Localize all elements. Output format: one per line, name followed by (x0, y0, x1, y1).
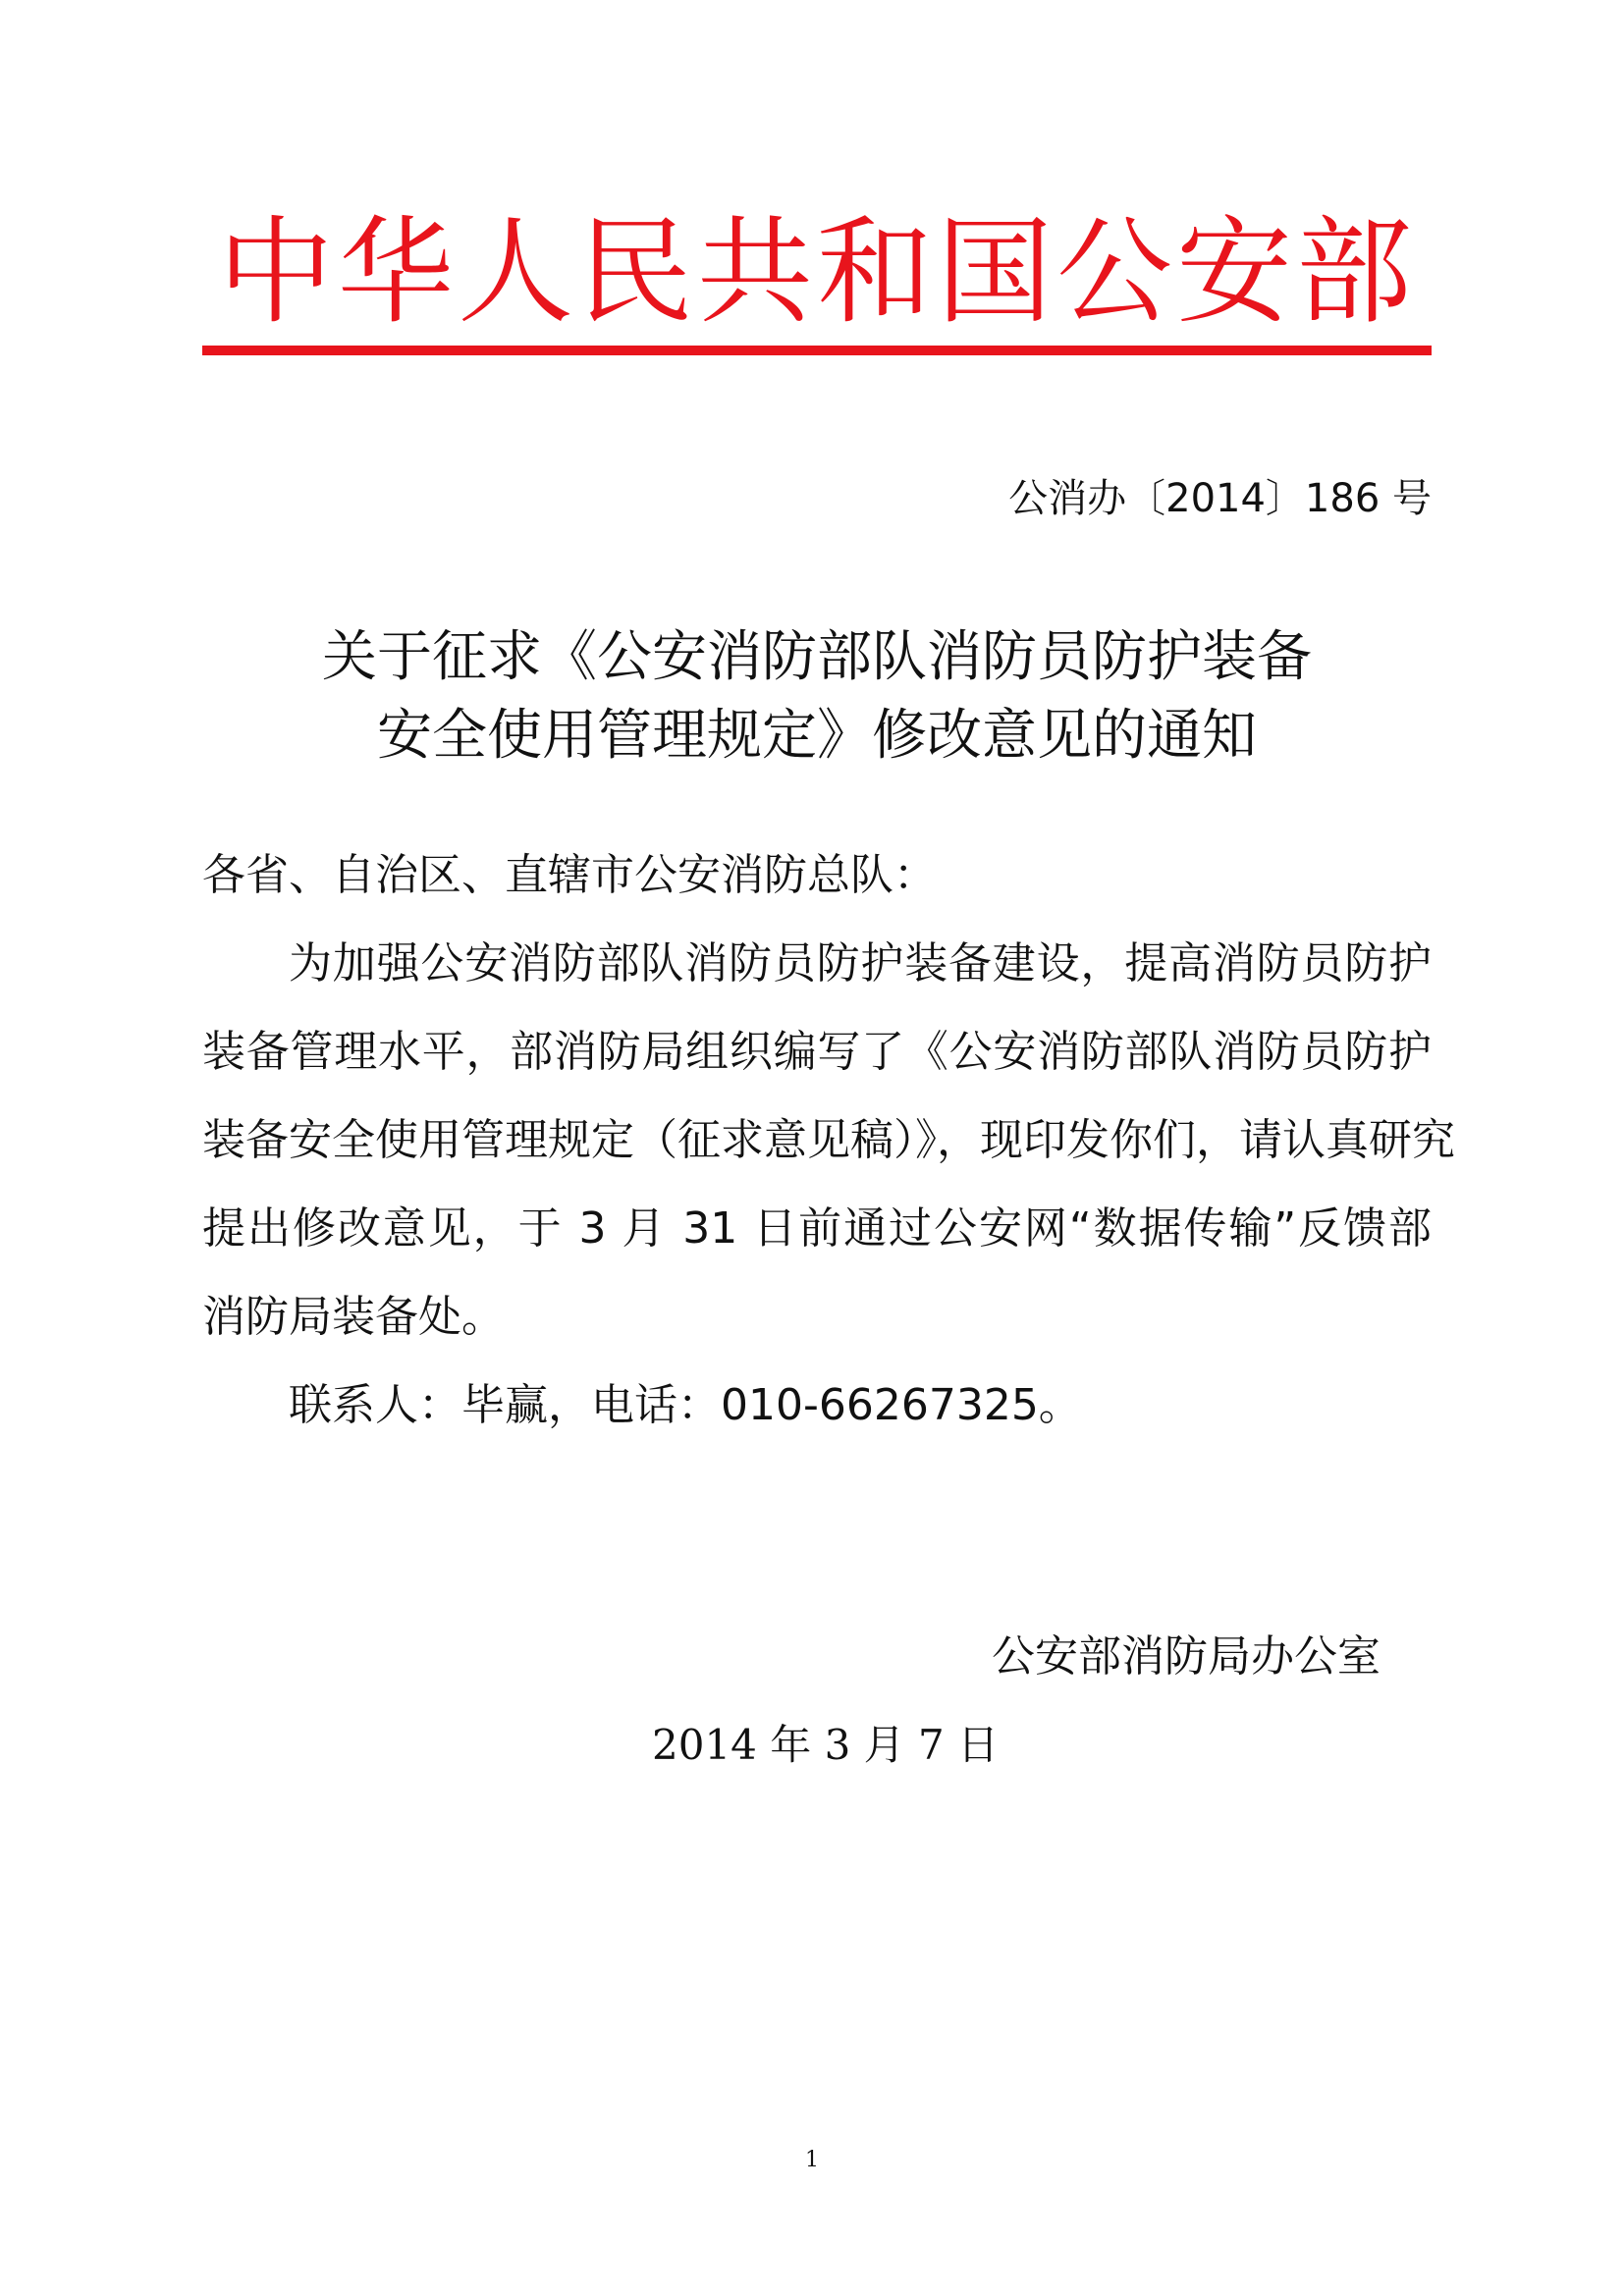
red-divider-rule (202, 346, 1432, 355)
notice-title-line-1: 关于征求《公安消防部队消防员防护装备 (322, 625, 1312, 689)
paragraph-line: 消防局装备处。 (202, 1292, 505, 1342)
paragraph-line: 装备安全使用管理规定（征求意见稿）》，现印发你们，请认真研究 (202, 1115, 1455, 1165)
contact-line: 联系人：毕赢，电话：010-66267325。 (289, 1380, 1082, 1430)
issue-date: 2014 年 3 月 7 日 (652, 1721, 1000, 1769)
page-number: 1 (805, 2148, 819, 2172)
issuer-masthead: 中华人民共和国公安部 (217, 204, 1416, 340)
issuing-office-signature: 公安部消防局办公室 (992, 1631, 1380, 1682)
paragraph-line: 提出修改意见，于 3 月 31 日前通过公安网“数据传输”反馈部 (202, 1203, 1432, 1254)
paragraph-line: 装备管理水平，部消防局组织编写了《公安消防部队消防员防护 (202, 1027, 1432, 1077)
notice-title-line-2: 安全使用管理规定》修改意见的通知 (377, 704, 1257, 768)
document-number: 公消办〔2014〕186 号 (1008, 476, 1432, 521)
paragraph-line: 为加强公安消防部队消防员防护装备建设，提高消防员防护 (289, 938, 1432, 988)
salutation: 各省、自治区、直辖市公安消防总队： (202, 850, 937, 900)
